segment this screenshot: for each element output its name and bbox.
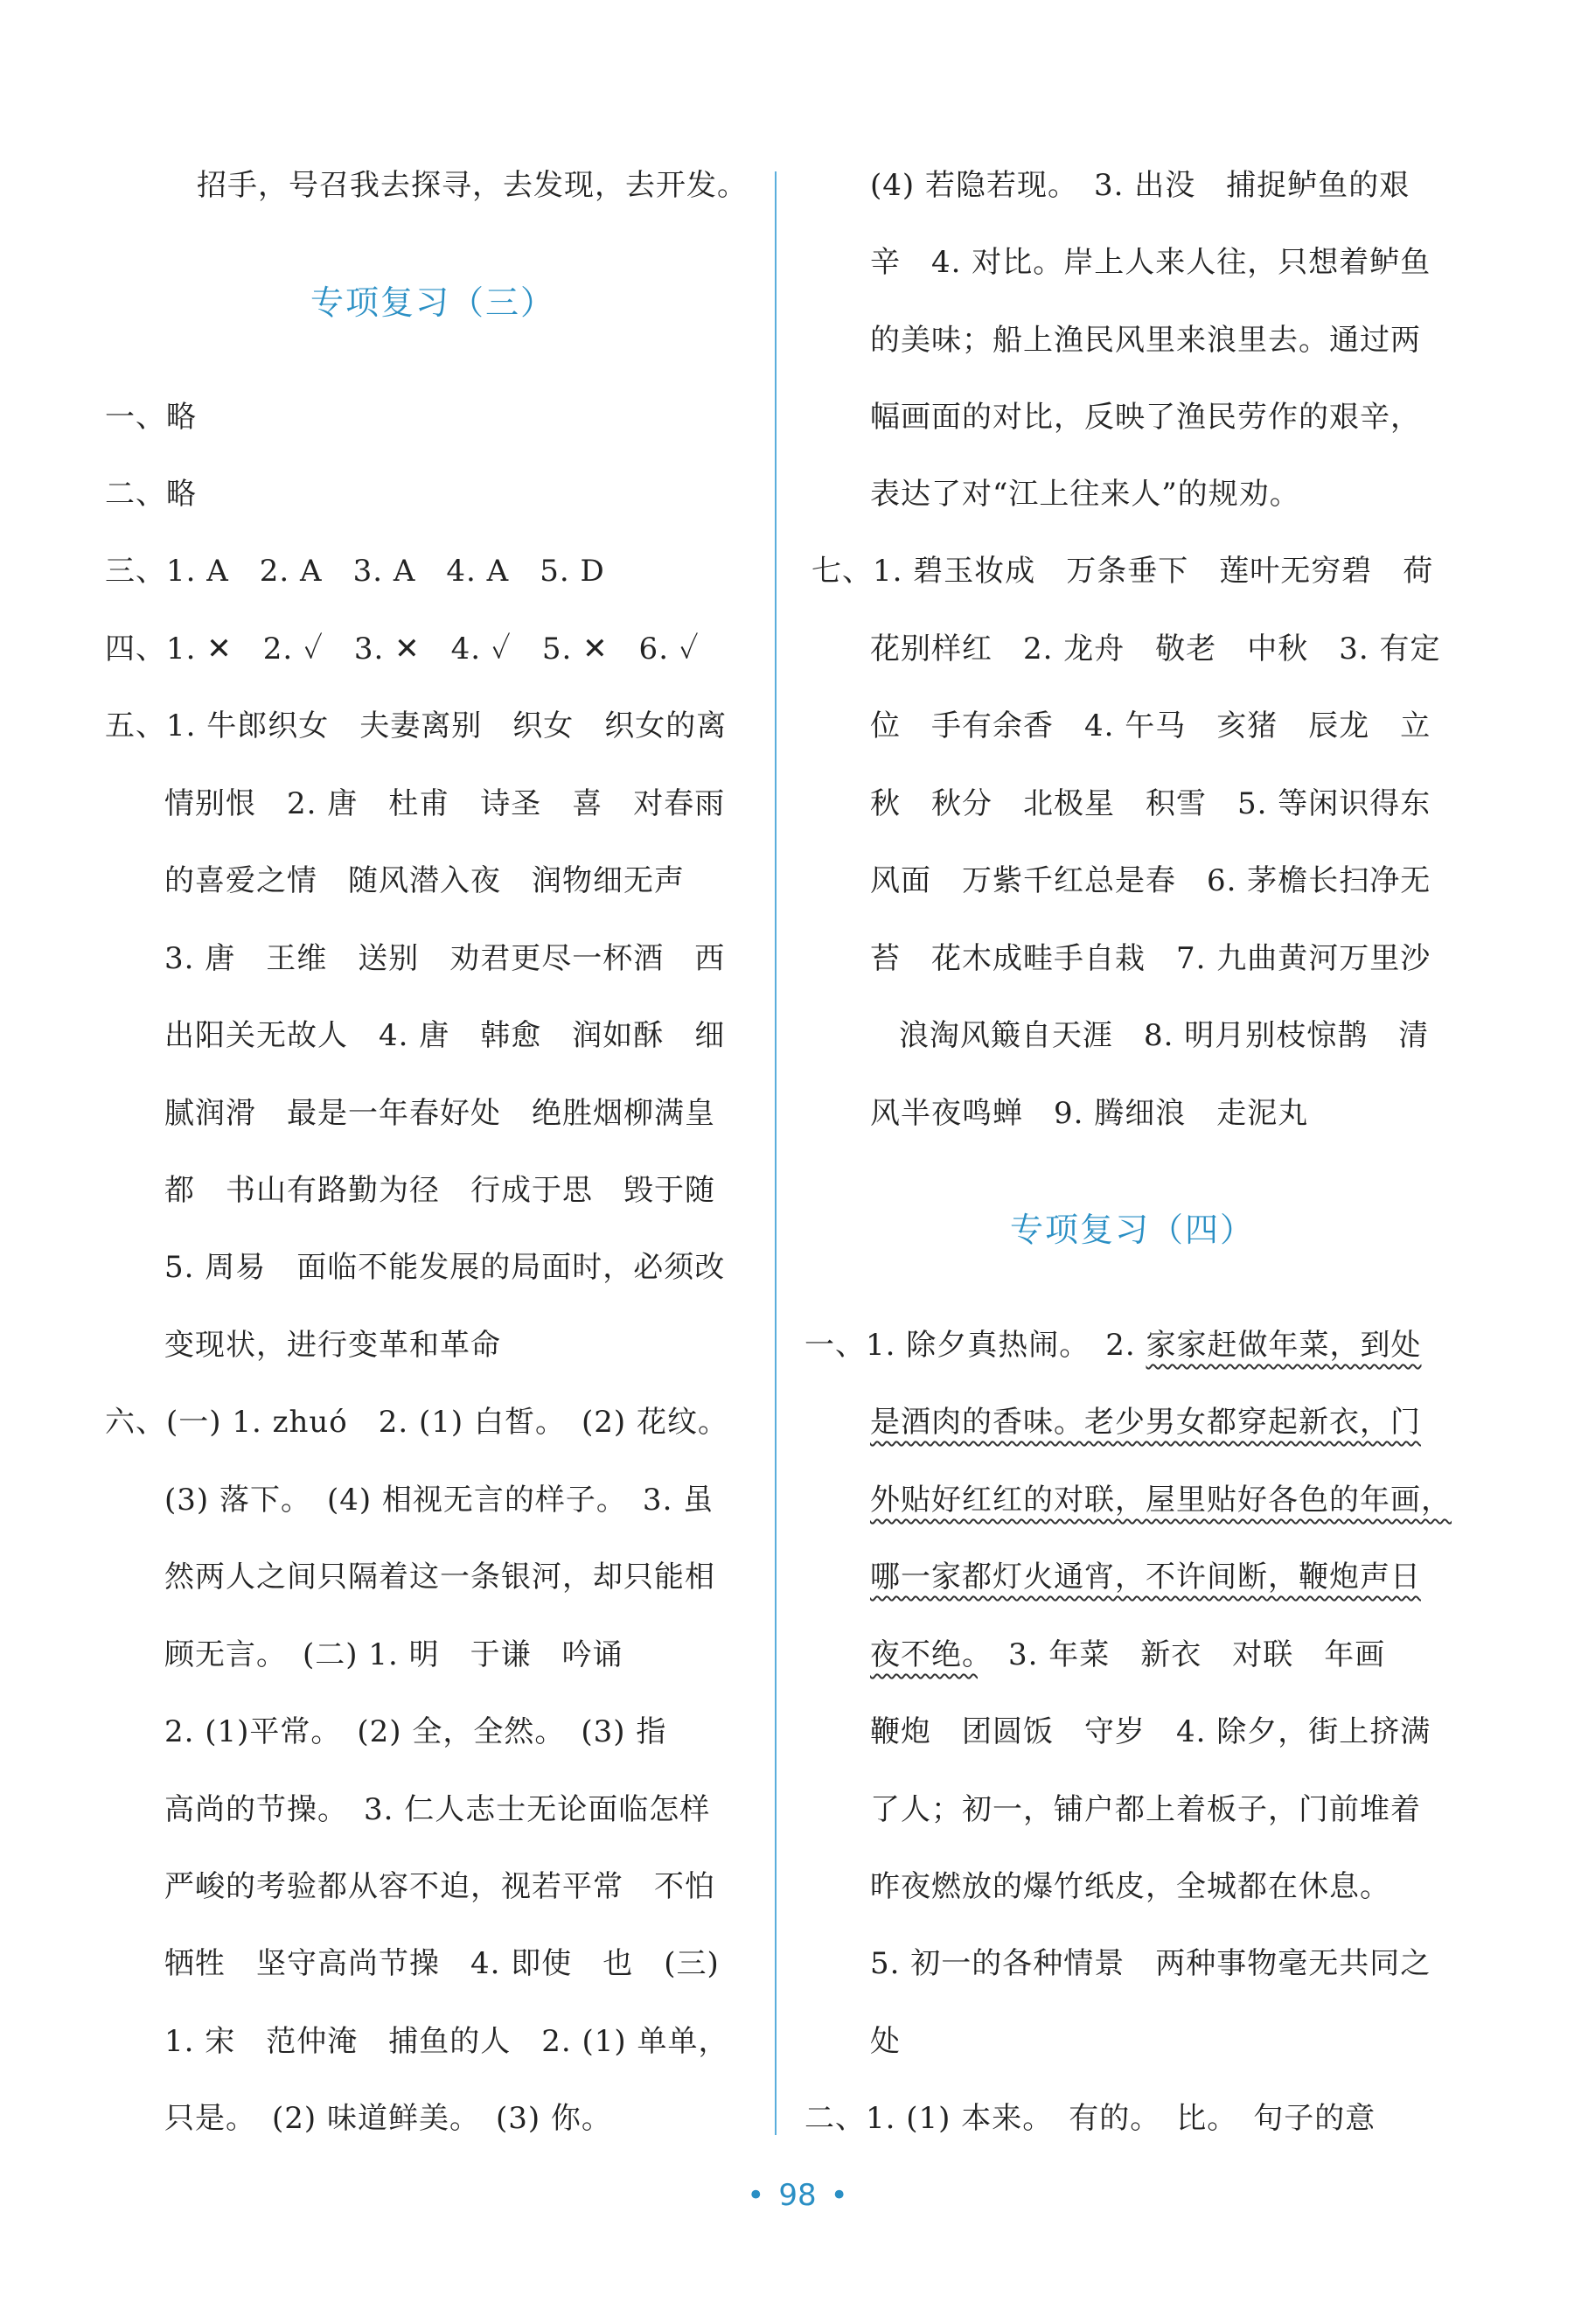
text-line: 六、(一) 1. zhuó 2. (1) 白皙。 (2) 花纹。 [105, 1405, 728, 1440]
text-line: 四、1. ✕ 2. ✓ 3. ✕ 4. ✓ 5. ✕ 6. ✓ [105, 632, 700, 666]
text-line: 3. 唐 王维 送别 劝君更尽一杯酒 西 [164, 941, 726, 976]
text-line: 都 书山有路勤为径 行成于思 毁于随 [164, 1173, 715, 1208]
text-line: 1. 宋 范仲淹 捕鱼的人 2. (1) 单单， [164, 2024, 729, 2059]
underlined-text: 家家赶做年菜，到处 [1146, 1328, 1422, 1363]
text-line: 严峻的考验都从容不迫，视若平常 不怕 [164, 1869, 715, 1904]
text-line: 位 手有余香 4. 午马 亥猪 辰龙 立 [870, 708, 1431, 743]
text-line: (4) 若隐若现。 3. 出没 捕捉鲈鱼的艰 [870, 168, 1410, 203]
text-line: 七、1. 碧玉妆成 万条垂下 莲叶无穷碧 荷 [811, 554, 1434, 589]
column-divider [775, 171, 777, 2135]
text-line: 的美味；船上渔民风里来浪里去。通过两 [870, 323, 1421, 358]
text-line: 鞭炮 团圆饭 守岁 4. 除夕，街上挤满 [870, 1714, 1431, 1749]
underlined-text: 夜不绝。 [870, 1637, 978, 1672]
text-line: 幅画面的对比，反映了渔民劳作的艰辛， [870, 400, 1421, 435]
text-line: 高尚的节操。 3. 仁人志士无论面临怎样 [164, 1792, 711, 1827]
text-line: 腻润滑 最是一年春好处 绝胜烟柳满皇 [164, 1096, 715, 1131]
text-line: 2. (1)平常。 (2) 全，全然。 (3) 指 [164, 1714, 667, 1749]
text-line [870, 1636, 1385, 1674]
underlined-text: 哪一家都灯火通宵，不许间断，鞭炮声日 [870, 1560, 1421, 1595]
section-heading-4: 专项复习（四） [1010, 1211, 1256, 1249]
page-number-value: 98 [778, 2178, 817, 2213]
text-line: 昨夜燃放的爆竹纸皮，全城都在休息。 [870, 1869, 1390, 1904]
text-segment: 一、1. 除夕真热闹。 2. [804, 1328, 1146, 1363]
text-line: 三、1. A 2. A 3. A 4. A 5. D [105, 554, 605, 589]
text-line: 浪淘风簸自天涯 8. 明月别枝惊鹊 清 [899, 1018, 1430, 1053]
text-line: 风面 万紫千红总是春 6. 茅檐长扫净无 [870, 863, 1431, 898]
text-line: 处 [870, 2024, 901, 2059]
text-line: 了人；初一，铺户都上着板子，门前堆着 [870, 1792, 1421, 1827]
dot-icon: • [830, 2178, 848, 2213]
text-line: 表达了对“江上往来人”的规劝。 [870, 477, 1300, 512]
text-line: 5. 初一的各种情景 两种事物毫无共同之 [870, 1946, 1431, 1981]
text-line: (3) 落下。 (4) 相视无言的样子。 3. 虽 [164, 1483, 714, 1518]
underlined-text: 外贴好红红的对联，屋里贴好各色的年画， [870, 1483, 1452, 1518]
text-segment: 3. 年菜 新衣 对联 年画 [978, 1637, 1386, 1672]
text-line: 顾无言。 (二) 1. 明 于谦 吟诵 [164, 1637, 623, 1672]
text-line: 苔 花木成畦手自栽 7. 九曲黄河万里沙 [870, 941, 1431, 976]
text-line: 牺牲 坚守高尚节操 4. 即使 也 (三) [164, 1946, 720, 1981]
text-line: 出阳关无故人 4. 唐 韩愈 润如酥 细 [164, 1018, 726, 1053]
text-line: 二、略 [105, 477, 197, 512]
page-number [0, 2178, 1595, 2213]
text-line: 招手，号召我去探寻，去发现，去开发。 [197, 168, 748, 203]
text-line: 只是。 (2) 味道鲜美。 (3) 你。 [164, 2101, 612, 2136]
text-line: 花别样红 2. 龙舟 敬老 中秋 3. 有定 [870, 632, 1441, 666]
text-line: 秋 秋分 北极星 积雪 5. 等闲识得东 [870, 786, 1431, 821]
text-line: 然两人之间只隔着这一条银河，却只能相 [164, 1560, 715, 1595]
text-line: 辛 4. 对比。岸上人来人往，只想着鲈鱼 [870, 245, 1431, 280]
text-line [804, 1326, 1422, 1364]
text-line: 5. 周易 面临不能发展的局面时，必须改 [164, 1250, 726, 1285]
text-line: 风半夜鸣蝉 9. 腾细浪 走泥丸 [870, 1096, 1309, 1131]
underlined-text: 是酒肉的香味。老少男女都穿起新衣，门 [870, 1405, 1421, 1440]
text-line: 五、1. 牛郎织女 夫妻离别 织女 织女的离 [105, 708, 728, 743]
text-line: 情别恨 2. 唐 杜甫 诗圣 喜 对春雨 [164, 786, 726, 821]
text-line: 一、略 [105, 400, 197, 435]
text-line: 变现状，进行变革和革命 [164, 1328, 501, 1363]
text-line: 二、1. (1) 本来。 有的。 比。 句子的意 [804, 2101, 1376, 2136]
text-line: 的喜爱之情 随风潜入夜 润物细无声 [164, 863, 685, 898]
section-heading-3: 专项复习（三） [310, 283, 556, 322]
dot-icon: • [747, 2178, 765, 2213]
